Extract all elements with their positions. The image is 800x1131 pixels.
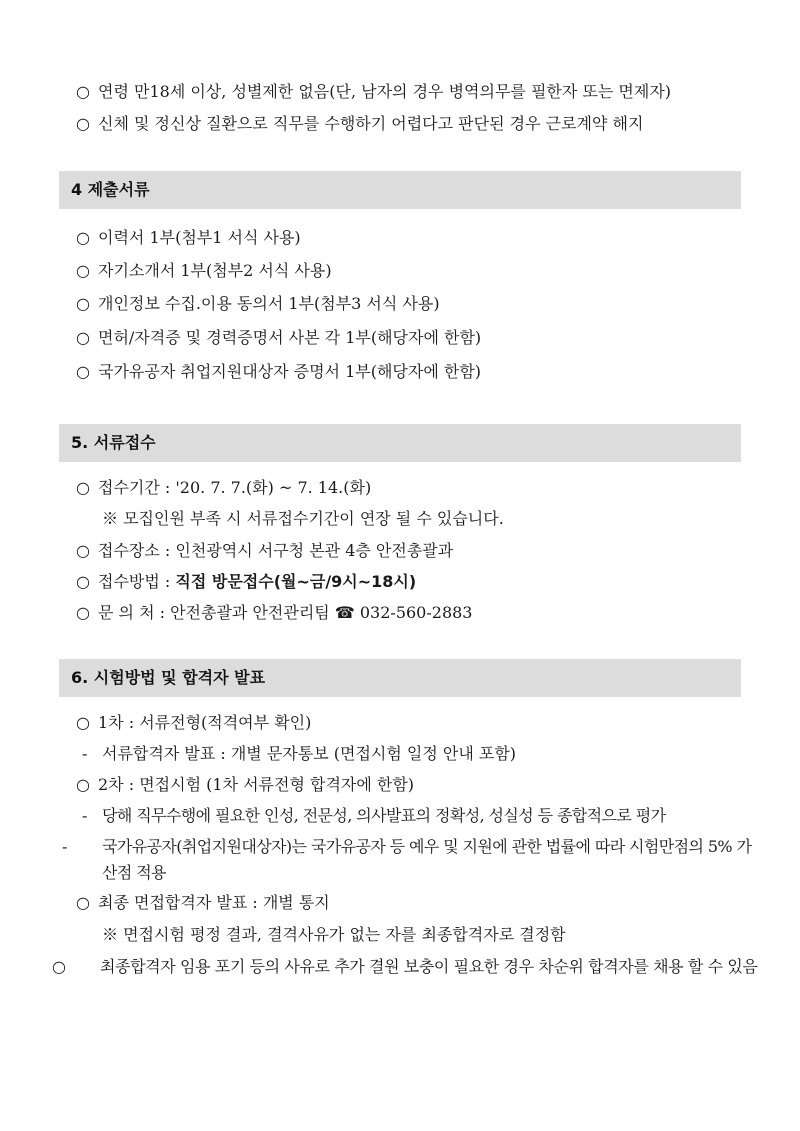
receipt-period-note: ※ 모집인원 부족 시 서류접수기간이 연장 될 수 있습니다. — [102, 509, 504, 528]
bullet-circle: ○ — [76, 261, 90, 280]
replacement-text: 최종합격자 임용 포기 등의 사유로 추가 결원 보충이 필요한 경우 차순위 합격자를 채용 할 수 있음 — [100, 957, 758, 976]
exam-first-detail-text: 서류합격자 발표 : 개별 문자통보 (면접시험 일정 안내 포함) — [102, 744, 517, 763]
exam-second-text: 2차 : 면접시험 (1차 서류전형 합격자에 한함) — [98, 775, 415, 794]
bullet-circle: ○ — [76, 328, 90, 347]
exam-second-detail-1 — [82, 806, 750, 826]
final-announcement-item — [76, 893, 746, 913]
exam-first-text: 1차 : 서류전형(적격여부 확인) — [98, 713, 312, 732]
eligibility-age-item — [76, 82, 746, 102]
final-announcement-note: ※ 면접시험 평정 결과, 결격사유가 없는 자를 최종합격자로 결정함 — [102, 925, 566, 944]
bullet-circle: ○ — [52, 957, 66, 976]
bullet-circle: ○ — [76, 82, 90, 101]
bullet-circle: ○ — [76, 775, 90, 794]
bullet-circle: ○ — [76, 541, 90, 560]
doc-intro-item — [76, 261, 746, 281]
dash-marker: - — [82, 806, 88, 825]
contact-item — [76, 603, 746, 623]
doc-license-item — [76, 328, 746, 348]
section-4-header: 4 제출서류 — [59, 171, 741, 209]
bullet-circle: ○ — [76, 114, 90, 133]
doc-resume-item — [76, 228, 746, 248]
exam-first-item — [76, 713, 746, 733]
doc-privacy-text: 개인정보 수집.이용 동의서 1부(첨부3 서식 사용) — [98, 294, 440, 313]
exam-second-detail-1-text: 당해 직무수행에 필요한 인성, 전문성, 의사발표의 정확성, 성실성 등 종합적으로 평가 — [102, 806, 666, 825]
exam-second-detail-2 — [62, 834, 766, 886]
eligibility-health-text: 신체 및 정신상 질환으로 직무를 수행하기 어렵다고 판단된 경우 근로계약 해지 — [98, 114, 644, 133]
doc-resume-text: 이력서 1부(첨부1 서식 사용) — [98, 228, 301, 247]
doc-intro-text: 자기소개서 1부(첨부2 서식 사용) — [98, 261, 332, 280]
bullet-circle: ○ — [76, 228, 90, 247]
eligibility-age-text: 연령 만18세 이상, 성별제한 없음(단, 남자의 경우 병역의무를 필한자 또는 면제자) — [98, 82, 672, 101]
bullet-circle: ○ — [76, 572, 90, 591]
bullet-circle: ○ — [76, 294, 90, 313]
bullet-circle: ○ — [76, 603, 90, 622]
bullet-circle: ○ — [76, 713, 90, 732]
exam-first-detail — [82, 744, 752, 764]
doc-privacy-item — [76, 294, 746, 314]
receipt-period-text: 접수기간 : '20. 7. 7.(화) ~ 7. 14.(화) — [98, 478, 372, 497]
exam-second-detail-2-text: 국가유공자(취업지원대상자)는 국가유공자 등 예우 및 지원에 관한 법률에 따라 시험만점의 5% 가산점 적용 — [102, 837, 752, 882]
phone-icon: ☎ — [334, 603, 355, 622]
bullet-circle: ○ — [76, 478, 90, 497]
receipt-method-value: 직접 방문접수(월~금/9시~18시) — [175, 572, 417, 591]
receipt-place-item — [76, 541, 746, 561]
doc-veteran-text: 국가유공자 취업지원대상자 증명서 1부(해당자에 한함) — [98, 362, 482, 381]
bullet-circle: ○ — [76, 893, 90, 912]
receipt-method-label: 접수방법 : — [98, 572, 176, 591]
section-5-header: 5. 서류접수 — [59, 424, 741, 462]
doc-veteran-item — [76, 362, 746, 382]
receipt-place-text: 접수장소 : 인천광역시 서구청 본관 4층 안전총괄과 — [98, 541, 454, 560]
doc-license-text: 면허/자격증 및 경력증명서 사본 각 1부(해당자에 한함) — [98, 328, 482, 347]
bullet-circle: ○ — [76, 362, 90, 381]
dash-marker: - — [62, 837, 68, 856]
receipt-period-item — [76, 478, 746, 498]
section-6-header: 6. 시험방법 및 합격자 발표 — [59, 659, 741, 697]
dash-marker: - — [82, 744, 88, 763]
contact-phone: 032-560-2883 — [359, 603, 473, 622]
exam-second-item — [76, 775, 746, 795]
contact-label: 문 의 처 : 안전총괄과 안전관리팀 — [98, 603, 335, 622]
replacement-item — [52, 954, 768, 980]
receipt-method-item — [76, 572, 746, 592]
final-announcement-text: 최종 면접합격자 발표 : 개별 통지 — [98, 893, 330, 912]
eligibility-health-item — [76, 114, 746, 134]
